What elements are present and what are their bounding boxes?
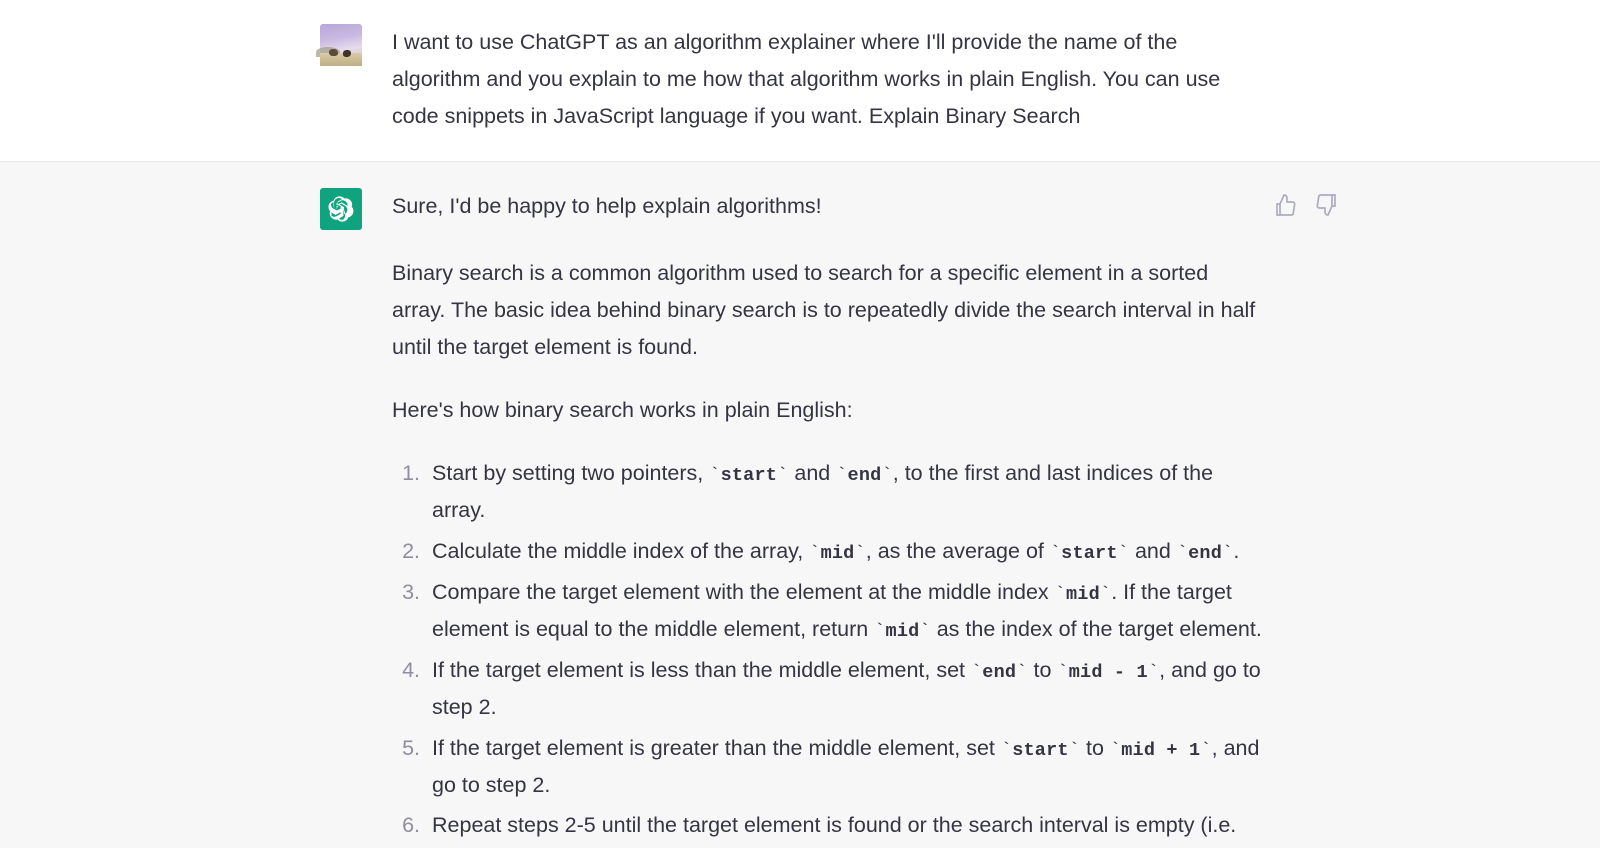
inline-code: ` end `: [971, 662, 1028, 683]
inline-code: ` mid `: [1055, 584, 1112, 605]
binary-search-steps-list: [392, 455, 1262, 845]
inline-code: ` start `: [1050, 543, 1129, 564]
inline-code: ` end `: [1177, 543, 1234, 564]
thumbs-down-icon[interactable]: [1314, 192, 1340, 218]
inline-code: ` mid `: [809, 543, 866, 564]
step-item: 2. Calculate the middle index of the array, ` mid ` , as the average of ` start ` and ` end ` .: [426, 533, 1262, 570]
assistant-message-row: [0, 162, 1600, 848]
inline-code: ` end `: [836, 465, 893, 486]
inline-code: ` start `: [1001, 740, 1080, 761]
step-item: 4. If the target element is less than the middle element, set ` end ` to ` mid - 1 ` , and go to step 2.: [426, 652, 1262, 726]
inline-code: ` start `: [709, 465, 788, 486]
openai-logo-icon: [320, 188, 362, 230]
inline-code: ` mid + 1 `: [1110, 740, 1212, 761]
step-item: 1. Start by setting two pointers, ` start ` and ` end ` , to the first and last indices of the array.: [426, 455, 1262, 529]
assistant-message-content: [392, 188, 1262, 848]
user-photo-avatar: [320, 24, 362, 66]
message-feedback-controls: [1272, 192, 1340, 218]
step-item: 5. If the target element is greater than the middle element, set ` start ` to ` mid + 1 ` , and go to step 2.: [426, 730, 1262, 804]
user-message-text: I want to use ChatGPT as an algorithm explainer where I'll provide the name of the algorithm and you explain to me how that algorithm works in plain English. You can use code snippets in JavaScript language if you want. Explain Binary Search: [392, 30, 1221, 128]
assistant-paragraph-2: Here's how binary search works in plain English:: [392, 397, 853, 422]
assistant-paragraph-1: Binary search is a common algorithm used to search for a specific element in a sorted array. The basic idea behind binary search is to repeatedly divide the search interval in half until the target element is found.: [392, 260, 1256, 359]
inline-code: ` mid `: [874, 621, 931, 642]
user-message-row: [0, 0, 1600, 162]
step-item: 6. Repeat steps 2-5 until the target element is found or the search interval is empty (i.e.: [426, 807, 1262, 844]
inline-code: ` mid - 1 `: [1057, 662, 1159, 683]
assistant-greeting: Sure, I'd be happy to help explain algorithms!: [392, 193, 822, 218]
thumbs-up-icon[interactable]: [1272, 192, 1298, 218]
user-message-content: [392, 24, 1262, 135]
step-item: 3. Compare the target element with the element at the middle index ` mid ` . If the target element is equal to the middle element, return ` mid ` as the index of the target element.: [426, 574, 1262, 648]
